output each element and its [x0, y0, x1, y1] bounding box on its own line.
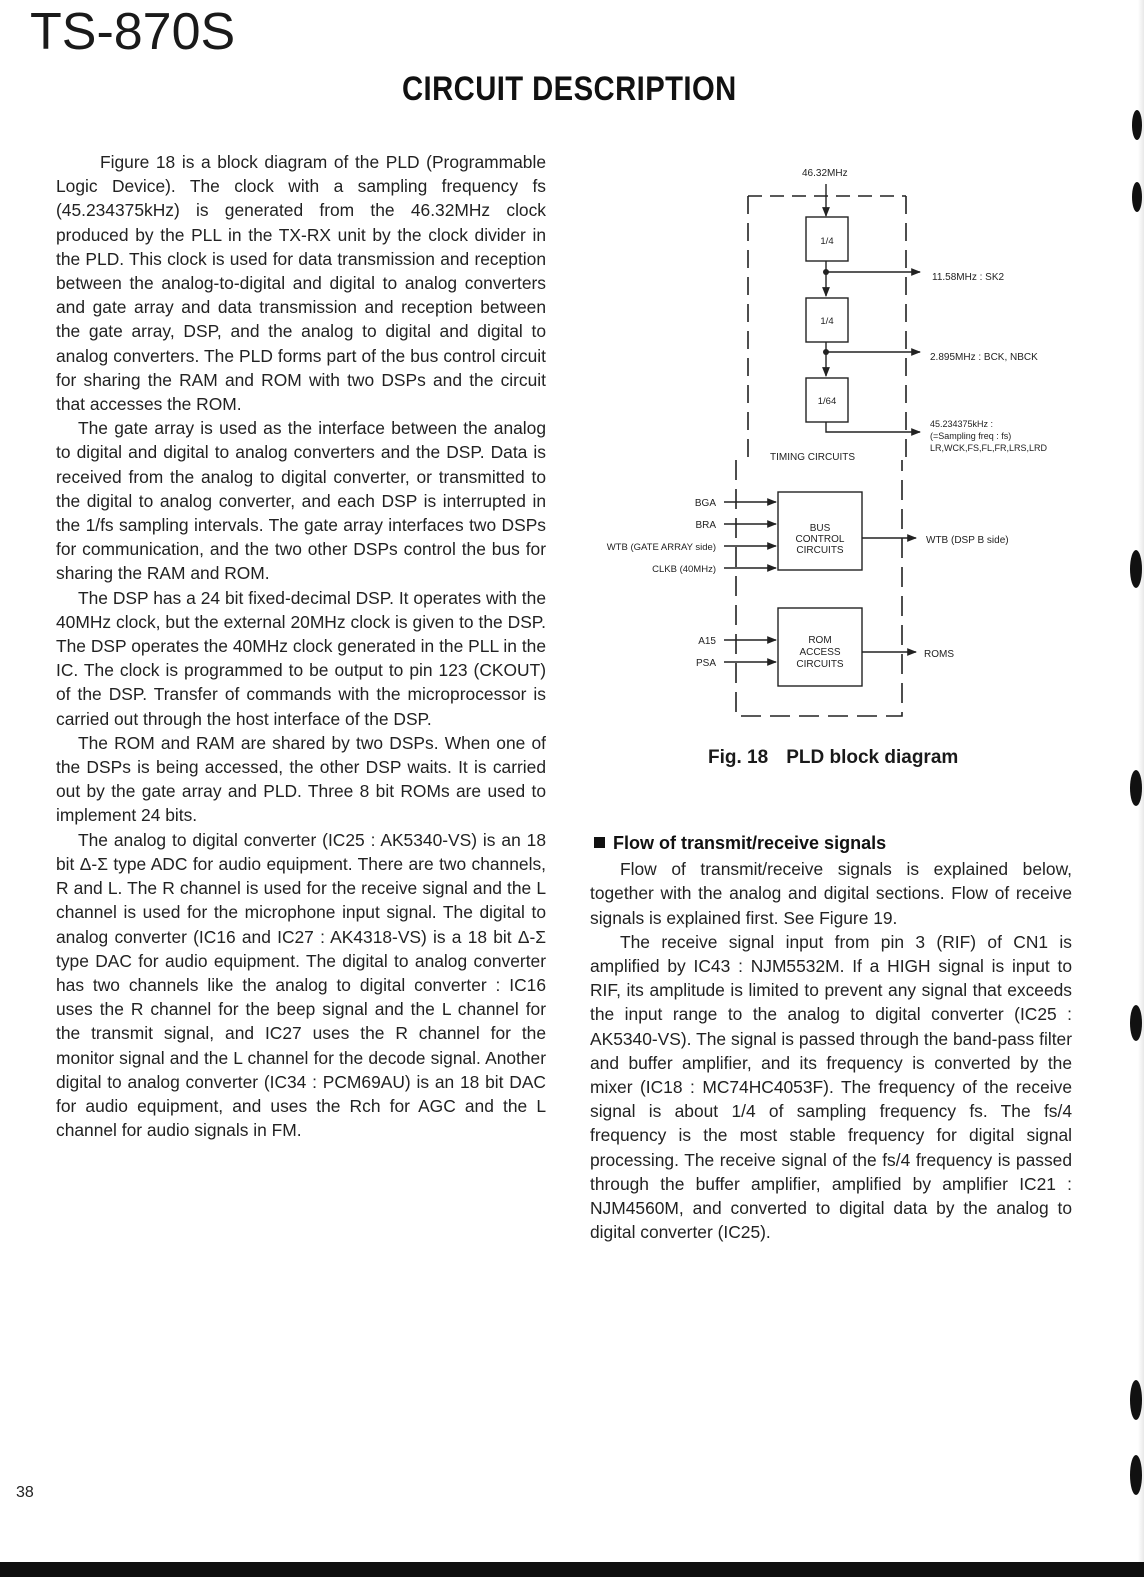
- bus-input-label: BGA: [694, 498, 716, 509]
- square-bullet-icon: [594, 837, 605, 848]
- right-text-column: [590, 831, 1072, 1244]
- binding-hole-mark: [1130, 550, 1142, 588]
- paragraph: The DSP has a 24 bit fixed-decimal DSP. It operates with the 40MHz clock, but the external 20MHz clock is given to the DSP. The DSP operates the 40MHz clock generated in the PLL in the IC. The clock is programmed to be output to pin 123 (CKOUT) of the DSP. Transfer of commands with the microprocessor is carried out through the host interface of the DSP.: [56, 587, 546, 729]
- page-number: 38: [16, 1484, 34, 1501]
- paragraph: The receive signal input from pin 3 (RIF) of CN1 is amplified by IC43 : NJM5532M. If a HIGH signal is input to RIF, its amplitude is limited to prevent any signal that exceeds the input range to the analog to digital converter (IC25 : AK5340-VS). The signal is passed through the band-pass filter and buffer amplifier, and its frequency is converted by the mixer (IC18 : MC74HC4053F). The frequency of the receive signal is about 1/4 of sampling frequency fs. The fs/4 frequency is the most stable frequency for digital signal processing. The receive signal of the fs/4 frequency is passed through the buffer amplifier, amplified by amplifier IC21 : NJM4560M, and converted to digital data by the analog to digital converter (IC25).: [590, 931, 1072, 1243]
- rom-input-label: A15: [698, 636, 716, 647]
- bus-block-line: CIRCUITS: [796, 545, 844, 556]
- section-title: CIRCUIT DESCRIPTION: [402, 70, 737, 108]
- model-title: TS-870S: [30, 3, 236, 61]
- paragraph: The gate array is used as the interface between the analog to digital and digital to analog converters and the DSP. Data is received from the analog to digital converter, or transmitted to the digital to analog converter, and each DSP is interrupted in the 1/fs sampling intervals. The gate array interfaces two DSPs for communication, and the two other DSPs control the bus for sharing the RAM and ROM.: [56, 418, 546, 584]
- bus-input-label: BRA: [695, 520, 716, 531]
- figure-caption: [708, 747, 958, 769]
- bus-block-line: BUS: [809, 523, 831, 534]
- rom-block-line: ACCESS: [799, 647, 841, 658]
- rom-input-label: PSA: [695, 658, 716, 669]
- divider-label: 1/4: [820, 236, 834, 247]
- pld-block-diagram: [560, 160, 1100, 730]
- clock-input-label: 46.32MHz: [802, 168, 848, 179]
- section-heading-text: Flow of transmit/receive signals: [613, 833, 887, 853]
- left-text-column: [56, 150, 546, 1142]
- binding-hole-mark: [1130, 770, 1142, 806]
- output-label-fs: 45.234375kHz :: [930, 419, 994, 429]
- bus-block-line: CONTROL: [795, 534, 845, 545]
- paragraph: The ROM and RAM are shared by two DSPs. When one of the DSPs is being accessed, the other DSP waits. It is carried out by the gate array and PLD. Three 8 bit ROMs are used to implement 24 bits.: [56, 732, 546, 826]
- figure-title: PLD block diagram: [786, 747, 959, 768]
- section-heading: [594, 831, 1072, 855]
- binding-hole-mark: [1132, 182, 1142, 212]
- output-label-bck: 2.895MHz : BCK, NBCK: [930, 352, 1038, 363]
- binding-hole-mark: [1130, 1005, 1142, 1041]
- bus-input-label: WTB (GATE ARRAY side): [606, 542, 716, 553]
- paragraph: Flow of transmit/receive signals is explained below, together with the analog and digital sections. Flow of receive signals is explained first. See Figure 19.: [590, 859, 1072, 928]
- rom-output-label: ROMS: [924, 649, 954, 660]
- divider-label: 1/64: [817, 396, 837, 407]
- output-label-sk2: 11.58MHz : SK2: [932, 272, 1005, 283]
- paragraph: Figure 18 is a block diagram of the PLD (Programmable Logic Device). The clock with a sampling frequency fs (45.234375kHz) is generated from the 46.32MHz clock produced by the PLL in the TX-RX unit by the clock divider in the PLD. This clock is used for data transmission and reception between the analog-to-digital and digital to analog converters and gate array and data transmission and reception between the gate array, DSP, and the analog to digital and digital to analog converters. The PLD forms part of the bus control circuit for sharing the RAM and ROM with two DSPs and the circuit that accesses the ROM.: [56, 152, 546, 415]
- rom-block-line: CIRCUITS: [796, 659, 844, 670]
- figure-number: Fig. 18: [708, 747, 769, 768]
- bus-input-label: CLKB (40MHz): [652, 564, 716, 575]
- output-label-fs-note: (=Sampling freq : fs): [930, 431, 1012, 441]
- rom-block-line: ROM: [808, 635, 832, 646]
- divider-label: 1/4: [820, 316, 834, 327]
- binding-hole-mark: [1130, 1455, 1142, 1495]
- binding-hole-mark: [1130, 1380, 1142, 1420]
- output-label-fs-signals: LR,WCK,FS,FL,FR,LRS,LRD: [930, 443, 1048, 453]
- timing-circuits-label: TIMING CIRCUITS: [770, 452, 855, 463]
- bottom-edge: [0, 1562, 1144, 1577]
- paragraph: The analog to digital converter (IC25 : AK5340-VS) is an 18 bit Δ-Σ type ADC for audio equipment. There are two channels, R and L. The R channel is used for the receive signal and the L channel is used for the microphone input signal. The digital to analog converter (IC16 and IC27 : AK4318-VS) is a 18 bit Δ-Σ type DAC for audio equipment. The digital to analog converter has two channels like the analog to digital converter : IC16 uses the R channel for the beep signal and the L channel for the transmit signal, and IC27 uses the R channel for the monitor signal and the L channel for the decode signal. Another digital to analog converter (IC34 : PCM69AU) is an 18 bit DAC for audio equipment, and uses the Rch for AGC and the L channel for audio signals in FM.: [56, 829, 546, 1141]
- bus-output-label: WTB (DSP B side): [926, 535, 1009, 546]
- binding-hole-mark: [1132, 110, 1142, 140]
